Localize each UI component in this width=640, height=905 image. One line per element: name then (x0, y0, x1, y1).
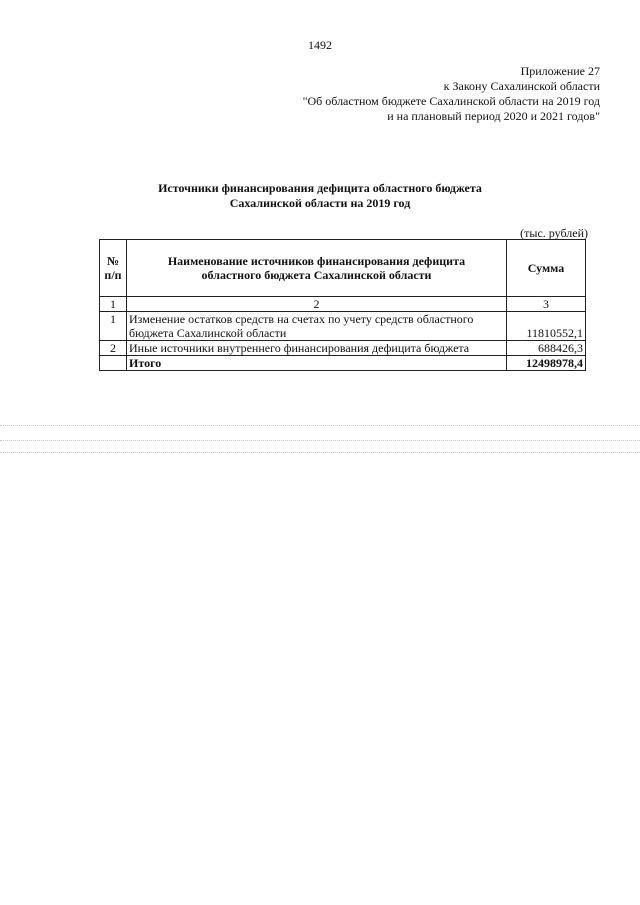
appendix-line: Приложение 27 (520, 64, 600, 78)
scan-noise-line (0, 425, 640, 427)
table-row (100, 312, 586, 341)
total-label: Итого (127, 356, 507, 371)
index-cell: 3 (507, 297, 586, 312)
appendix-line: и на плановый период 2020 и 2021 годов" (387, 109, 600, 123)
header-num-line: № (106, 254, 120, 268)
header-num-line: п/п (104, 268, 122, 282)
title-line: Сахалинской области на 2019 год (229, 196, 411, 210)
row-num: 2 (100, 341, 127, 356)
financing-table (99, 239, 586, 371)
row-sum: 688426,3 (507, 341, 586, 356)
units-label: (тыс. рублей) (520, 226, 588, 240)
scan-noise-line (0, 440, 640, 442)
header-name-line: областного бюджета Сахалинской области (201, 268, 432, 282)
row-num: 1 (100, 312, 127, 341)
header-num (100, 240, 127, 297)
page-number: 1492 (308, 38, 332, 52)
appendix-header (303, 64, 600, 124)
header-sum: Сумма (507, 240, 586, 297)
table-header-row (100, 240, 586, 297)
document-title (0, 181, 640, 211)
row-name: Изменение остатков средств на счетах по учету средств областного бюджета Сахалинской области (127, 312, 507, 341)
table-total-row (100, 356, 586, 371)
table-row (100, 341, 586, 356)
row-name: Иные источники внутреннего финансирования дефицита бюджета (127, 341, 507, 356)
scan-noise-line (0, 452, 640, 454)
header-name (127, 240, 507, 297)
total-num (100, 356, 127, 371)
index-cell: 1 (100, 297, 127, 312)
header-name-line: Наименование источников финансирования дефицита (167, 254, 466, 268)
row-sum: 11810552,1 (507, 312, 586, 341)
appendix-line: к Закону Сахалинской области (443, 79, 600, 93)
total-sum: 12498978,4 (507, 356, 586, 371)
index-cell: 2 (127, 297, 507, 312)
table-index-row (100, 297, 586, 312)
title-line: Источники финансирования дефицита областного бюджета (158, 181, 482, 195)
appendix-line: "Об областном бюджете Сахалинской области на 2019 год (302, 94, 600, 108)
